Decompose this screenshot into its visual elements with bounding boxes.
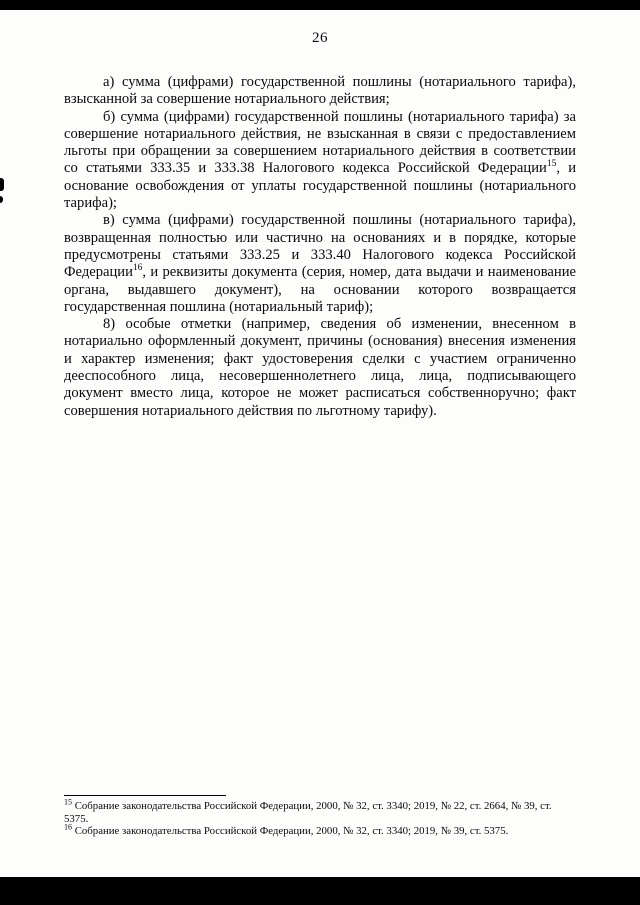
paragraph-text: , и реквизиты документа (серия, номер, дата выдачи и наименование органа, выдавшего документ), на основании которого возвращается государственная пошлина (нотариальный тариф); — [64, 264, 576, 315]
scan-border-bottom — [0, 877, 640, 905]
paragraph-8 — [64, 316, 576, 420]
footnote-16 — [64, 822, 576, 838]
paragraph-text: в) сумма (цифрами) государственной пошлины (нотариального тарифа), возвращенная полностью или частично на основаниях и в порядке, которые предусмотрены статьями 333.25 и 333.40 Налогового кодекса Российской Федерации — [64, 212, 576, 281]
footnote-text: Собрание законодательства Российской Федерации, 2000, № 32, ст. 3340; 2019, № 39, ст. 5375. — [74, 825, 509, 838]
paragraph-v — [64, 212, 576, 316]
footnote-separator — [64, 795, 226, 796]
scan-artifact — [0, 196, 3, 203]
paragraph-text: а) сумма (цифрами) государственной пошлины (нотариального тарифа), взысканной за совершение нотариального действия; — [64, 74, 576, 108]
footnote-ref-15: 15 — [546, 159, 557, 170]
paragraph-a — [64, 74, 576, 109]
paragraph-text: б) сумма (цифрами) государственной пошлины (нотариального тарифа) за совершение нотариального действия, не взысканная в связи с предоставлением льготы при обращении за совершением нотариального действия в соответствии со статьями 333.35 и 333.38 Налогового кодекса Российской Федерации — [64, 108, 576, 177]
page-number: 26 — [312, 30, 328, 46]
paragraph-b — [64, 109, 576, 213]
document-body — [64, 74, 576, 420]
footnote-ref-16: 16 — [132, 263, 143, 274]
paragraph-text: 8) особые отметки (например, сведения об изменении, внесенном в нотариально оформленный документ, причины (основания) внесения изменения и характер изменения; факт удостоверения сделки с участием ограниченно дееспособного лица, несовершеннолетнего лица, лица, подписывающего документ вместо лица, которое не может расписаться собственноручно; факт совершения нотариального действия по льготному тарифу). — [64, 316, 576, 419]
footnote-marker-16: 16 — [64, 822, 72, 832]
footnote-15 — [64, 797, 576, 825]
footnote-marker-15: 15 — [64, 797, 72, 807]
footnote-text: Собрание законодательства Российской Федерации, 2000, № 32, ст. 3340; 2019, № 22, ст. 2664, № 39, ст. 5375. — [64, 800, 552, 825]
footnotes-section — [64, 795, 576, 838]
scan-border-top — [0, 0, 640, 10]
paragraph-text: , и основание освобождения от уплаты государственной пошлины (нотариального тарифа); — [64, 160, 576, 212]
scan-artifact — [0, 178, 4, 191]
